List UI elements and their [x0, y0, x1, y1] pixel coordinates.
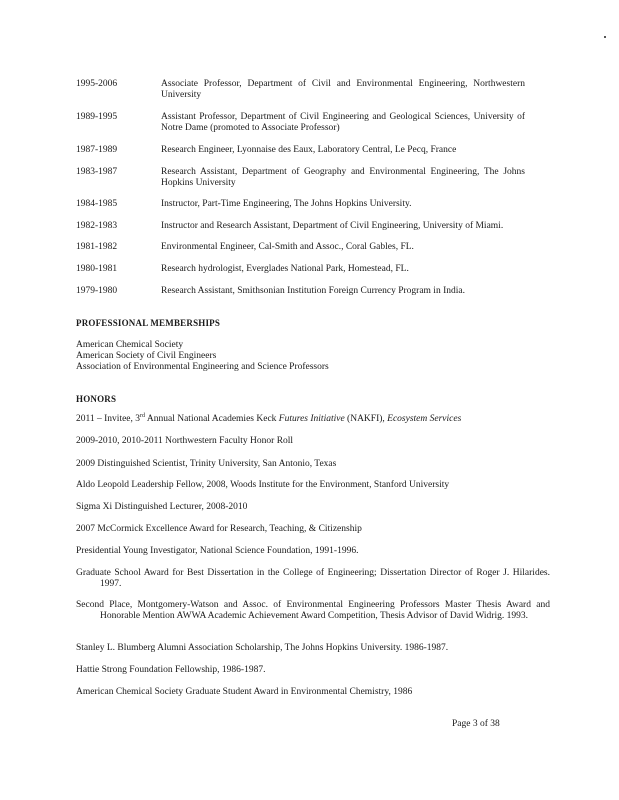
- ordinal-superscript: rd: [140, 413, 146, 419]
- position-description: Assistant Professor, Department of Civil Engineering and Geological Sciences, University of Notre Dame (promoted to Associate Professor): [161, 112, 525, 133]
- honors-heading: HONORS: [76, 394, 117, 404]
- honor-item: Second Place, Montgomery-Watson and Assoc. of Environmental Engineering Professors Master Thesis Award and Honorable Mention AWWA Academic Achievement Award Competition, Thesis Advisor of David Widrig. 1993.: [76, 600, 550, 621]
- memberships-heading: PROFESSIONAL MEMBERSHIPS: [76, 318, 221, 328]
- honor-text: Annual National Academies Keck: [145, 414, 279, 424]
- position-description: Environmental Engineer, Cal-Smith and Assoc., Coral Gables, FL.: [161, 242, 414, 252]
- corner-dot: [604, 36, 606, 38]
- position-description: Research Assistant, Department of Geography and Environmental Engineering, The Johns Hopkins University: [161, 167, 525, 188]
- honor-item: Stanley L. Blumberg Alumni Association Scholarship, The Johns Hopkins University. 1986-1987.: [76, 643, 449, 653]
- position-description: Research Assistant, Smithsonian Institution Foreign Currency Program in India.: [161, 286, 465, 296]
- position-description: Instructor and Research Assistant, Department of Civil Engineering, University of Miami.: [161, 221, 504, 231]
- position-description: Instructor, Part-Time Engineering, The Johns Hopkins University.: [161, 199, 412, 209]
- honor-item: 2009-2010, 2010-2011 Northwestern Faculty Honor Roll: [76, 436, 294, 446]
- position-description: Research hydrologist, Everglades National Park, Homestead, FL.: [161, 264, 409, 274]
- honor-item: 2009 Distinguished Scientist, Trinity University, San Antonio, Texas: [76, 459, 337, 469]
- honor-text: 2011 – Invitee, 3: [76, 414, 141, 424]
- honor-text: (NAKFI),: [344, 414, 388, 424]
- position-years: 1979-1980: [76, 286, 118, 296]
- position-years: 1995-2006: [76, 79, 118, 89]
- position-years: 1987-1989: [76, 145, 118, 155]
- position-years: 1989-1995: [76, 112, 118, 122]
- position-years: 1980-1981: [76, 264, 118, 274]
- membership-item: American Society of Civil Engineers: [76, 351, 217, 361]
- honor-item: Presidential Young Investigator, National Science Foundation, 1991-1996.: [76, 546, 359, 556]
- honor-item: Aldo Leopold Leadership Fellow, 2008, Woods Institute for the Environment, Stanford University: [76, 480, 450, 490]
- honor-item: 2007 McCormick Excellence Award for Research, Teaching, & Citizenship: [76, 524, 362, 534]
- position-years: 1983-1987: [76, 167, 118, 177]
- membership-item: Association of Environmental Engineering and Science Professors: [76, 362, 329, 372]
- honor-item: Sigma Xi Distinguished Lecturer, 2008-2010: [76, 502, 248, 512]
- honor-item: [76, 414, 526, 425]
- position-years: 1981-1982: [76, 242, 118, 252]
- honor-italic-text: Futures Initiative: [278, 414, 345, 424]
- honor-item: American Chemical Society Graduate Student Award in Environmental Chemistry, 1986: [76, 687, 413, 697]
- honor-italic-text: Ecosystem Services: [387, 414, 462, 424]
- position-description: Associate Professor, Department of Civil and Environmental Engineering, Northwestern University: [161, 79, 525, 100]
- membership-item: American Chemical Society: [76, 340, 184, 350]
- honor-item: Hattie Strong Foundation Fellowship, 1986-1987.: [76, 665, 266, 675]
- honor-item: Graduate School Award for Best Dissertation in the College of Engineering; Dissertation Director of Roger J. Hilarides. 1997.: [76, 568, 550, 589]
- position-years: 1984-1985: [76, 199, 118, 209]
- position-description: Research Engineer, Lyonnaise des Eaux, Laboratory Central, Le Pecq, France: [161, 145, 457, 155]
- position-years: 1982-1983: [76, 221, 118, 231]
- page-number: Page 3 of 38: [452, 719, 500, 729]
